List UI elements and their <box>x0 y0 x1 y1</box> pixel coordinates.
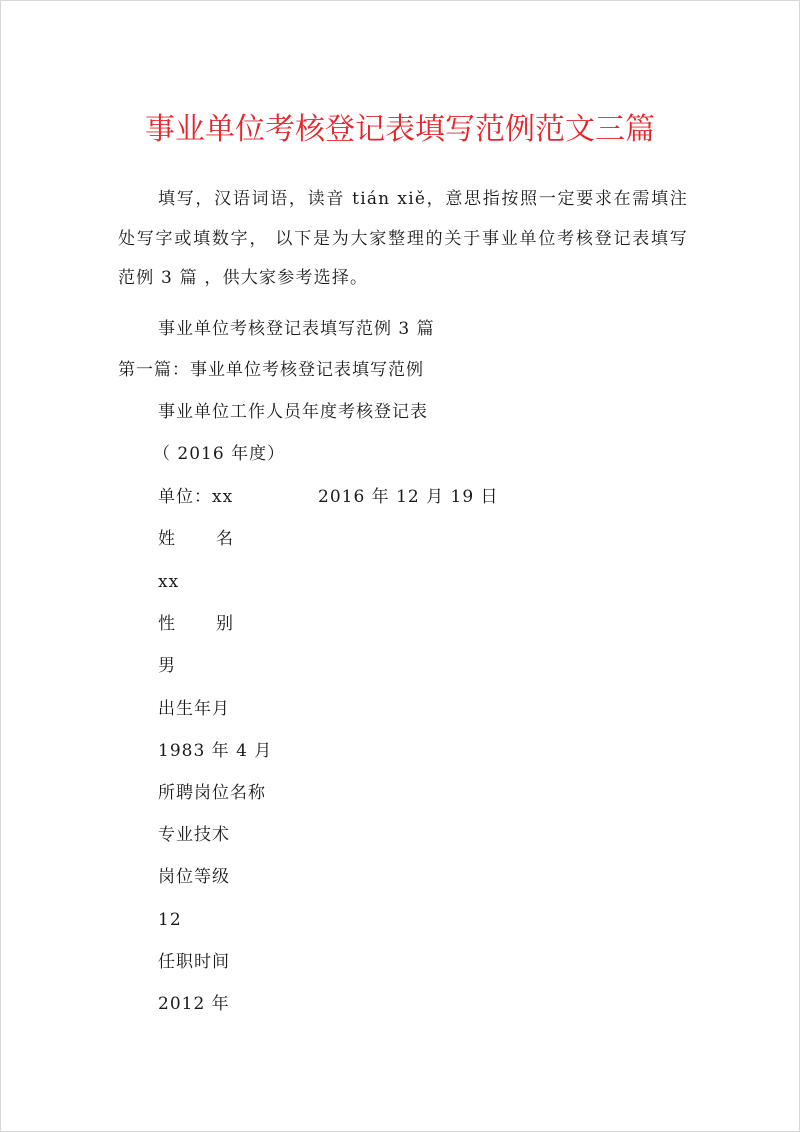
name-label-char-1: 姓 <box>158 529 176 549</box>
birth-label: 出生年月 <box>158 699 230 719</box>
subtitle: 事业单位考核登记表填写范例 3 篇 <box>158 319 435 339</box>
name-value: xx <box>158 572 180 592</box>
position-label: 所聘岗位名称 <box>158 783 266 803</box>
unit-label: 单位：xx <box>158 487 234 507</box>
level-label: 岗位等级 <box>158 867 230 887</box>
intro-paragraph: 填写，汉语词语，读音 tián xiě，意思指按照一定要求在需填注处写字或填数字， 以下是为大家整理的关于事业单位考核登记表填写范例 3 篇 ，供大家参考选择。 <box>118 189 688 288</box>
name-label-char-2: 名 <box>216 529 234 549</box>
form-date: 2016 年 12 月 19 日 <box>318 487 499 507</box>
level-value: 12 <box>158 910 182 930</box>
section-heading: 第一篇：事业单位考核登记表填写范例 <box>118 360 424 380</box>
tenure-value: 2012 年 <box>158 994 230 1014</box>
form-title: 事业单位工作人员年度考核登记表 <box>158 402 428 422</box>
gender-value: 男 <box>158 656 176 676</box>
gender-label-char-2: 别 <box>216 614 234 634</box>
tenure-label: 任职时间 <box>158 952 230 972</box>
gender-label-char-1: 性 <box>158 614 176 634</box>
birth-value: 1983 年 4 月 <box>158 741 273 761</box>
form-year: （ 2016 年度） <box>153 444 286 464</box>
position-value: 专业技术 <box>158 825 230 845</box>
document-title: 事业单位考核登记表填写范例范文三篇 <box>145 112 655 147</box>
